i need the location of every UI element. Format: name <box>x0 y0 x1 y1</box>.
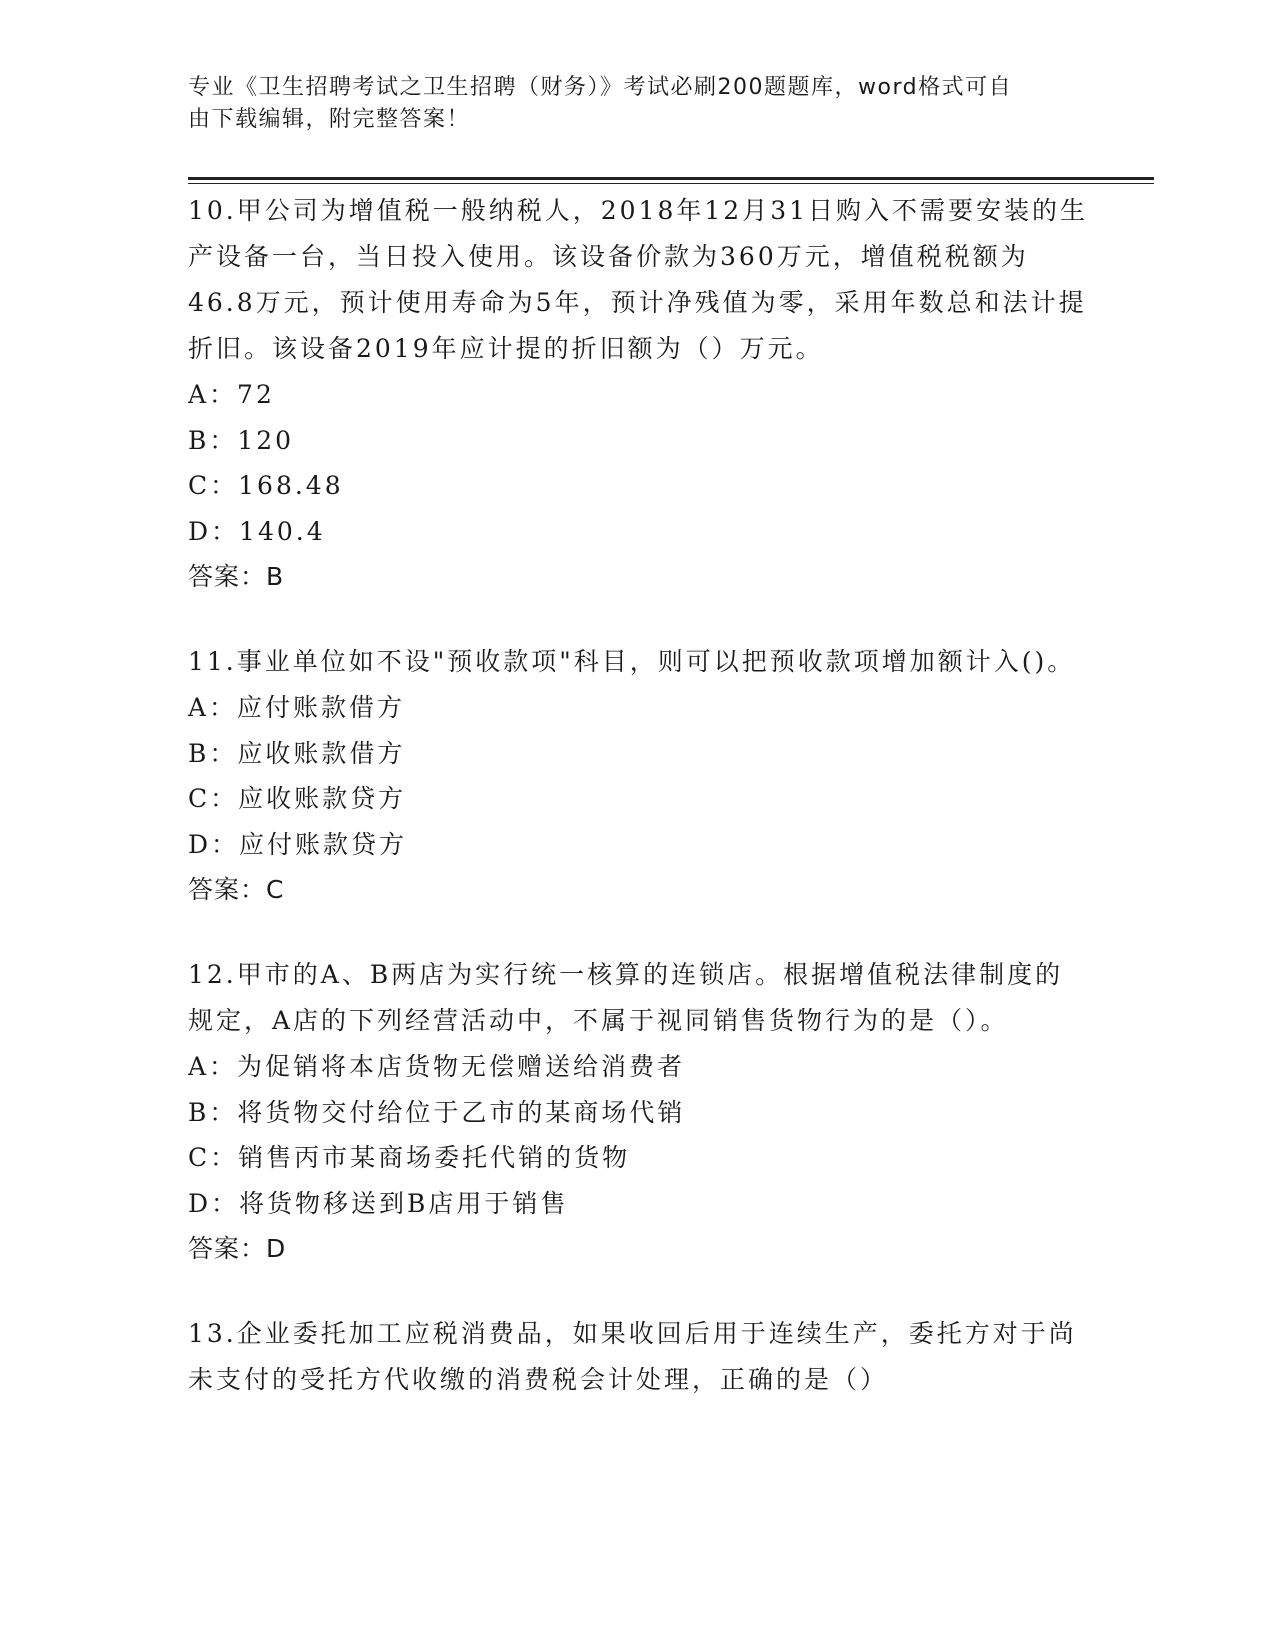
option-d: D：应付账款贷方 <box>188 829 408 859</box>
option-a: A：为促销将本店货物无偿赠送给消费者 <box>188 1052 686 1081</box>
question-13 <box>188 1311 1088 1403</box>
question-text: 13.企业委托加工应税消费品，如果收回后用于连续生产，委托方对于尚未支付的受托方代收缴的消费税会计处理，正确的是（） <box>188 1319 1077 1394</box>
option-d: D：140.4 <box>188 516 326 546</box>
header-divider-thick <box>188 177 1154 180</box>
document-header <box>188 72 1068 136</box>
option-c: C：应收账款贷方 <box>188 784 407 813</box>
header-line-2: 由下载编辑，附完整答案！ <box>188 107 471 132</box>
option-a: A：72 <box>188 380 275 409</box>
option-b: B：应收账款借方 <box>188 738 406 768</box>
option-b: B：将货物交付给位于乙市的某商场代销 <box>188 1097 686 1127</box>
answer-label: 答案：D <box>188 1234 287 1263</box>
header-line-1: 专业《卫生招聘考试之卫生招聘（财务）》考试必刷200题题库，word格式可自 <box>188 75 1013 100</box>
option-d: D：将货物移送到B店用于销售 <box>188 1188 569 1218</box>
option-a: A：应付账款借方 <box>188 693 406 722</box>
answer-label: 答案：C <box>188 875 285 904</box>
question-10 <box>188 188 1088 599</box>
question-text: 10.甲公司为增值税一般纳税人，2018年12月31日购入不需要安装的生产设备一台，当日投入使用。该设备价款为360万元，增值税税额为46.8万元，预计使用寿命为5年，预计净残值为零，采用年数总和法计提折旧。该设备2019年应计提的折旧额为（）万元。 <box>188 196 1089 363</box>
option-c: C：销售丙市某商场委托代销的货物 <box>188 1143 631 1172</box>
question-12 <box>188 952 1088 1271</box>
header-divider-thin <box>188 183 1154 184</box>
question-text: 11.事业单位如不设"预收款项"科目，则可以把预收款项增加额计入()。 <box>188 647 1076 676</box>
answer-label: 答案：B <box>188 562 285 591</box>
question-list <box>188 188 1088 1443</box>
question-text: 12.甲市的A、B两店为实行统一核算的连锁店。根据增值税法律制度的规定，A店的下列经营活动中，不属于视同销售货物行为的是（）。 <box>188 960 1064 1035</box>
question-11 <box>188 639 1088 912</box>
option-c: C：168.48 <box>188 471 344 500</box>
option-b: B：120 <box>188 425 295 455</box>
